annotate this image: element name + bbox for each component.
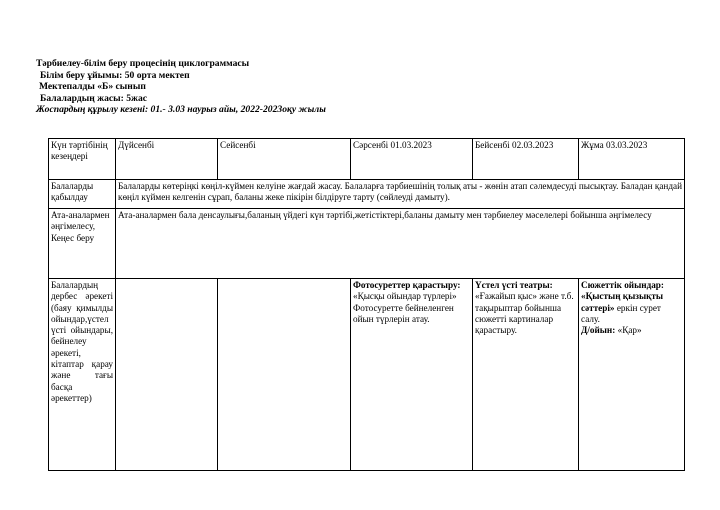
thursday-heading: Үстел үсті театры: bbox=[475, 280, 553, 290]
header-cell-thursday: Бейсенбі 02.03.2023 bbox=[473, 139, 579, 180]
thursday-text: «Ғажайып қыс» және т.б. тақырыптар бойынша сюжетті картиналар қарастыру. bbox=[475, 291, 574, 336]
friday-heading-2: «Қыстың қызықты сәттері» bbox=[581, 291, 664, 313]
table-row bbox=[49, 279, 685, 471]
cell-tuesday bbox=[218, 279, 351, 471]
cell-wednesday bbox=[351, 279, 473, 471]
document-title: Тәрбиелеу-білім беру процесінің циклограммасы bbox=[36, 58, 250, 69]
age-line: Балалардың жасы: 5жас bbox=[40, 92, 148, 104]
wednesday-text: «Қысқы ойындар түрлері» Фотосуретте бейнеленген ойын түрлерін атау. bbox=[353, 291, 457, 324]
header-cell-wednesday: Сәрсенбі 01.03.2023 bbox=[351, 139, 473, 180]
group-line: Мектепалды «Б» сынып bbox=[39, 81, 146, 93]
row-label-arrival: Балаларды қабылдау bbox=[49, 180, 116, 209]
table-row bbox=[49, 209, 685, 279]
cell-friday bbox=[579, 279, 685, 471]
friday-game-label: Д/ойын: bbox=[581, 325, 616, 336]
arrival-text: Балаларды көтеріңкі көңіл-күймен келуіне жағдай жасау. Балаларға тәрбиешінің толық аты - жөнін атап сәлемдесуді пысықтау. Баладан қандай көңіл күймен келгенін сұрап, баланы жеке пікірін білдіруге тарту (сөйлеуді дамыту). bbox=[116, 180, 685, 209]
table-row bbox=[49, 180, 685, 209]
row-label-independent: Балалардың дербес әрекеті (баяу қимылды ойындар,үстел үсті ойындары, бейнелеу әрекеті, кітаптар қарау және тағы басқа әрекеттер) bbox=[49, 279, 116, 471]
parents-text: Ата-аналармен бала денсаулығы,баланың үйдегі күн тәртібі,жетістіктері,баланы дамыту мен тәрбиелеу мәселелері бойынша әңгімелесу bbox=[116, 209, 685, 279]
cyclogram-table bbox=[48, 138, 685, 471]
header-cell-stages: Күн тәртібінің кезеңдері bbox=[49, 139, 116, 180]
cell-monday bbox=[116, 279, 218, 471]
friday-heading: Сюжеттік ойындар: bbox=[581, 280, 664, 290]
friday-game: «Қар» bbox=[617, 325, 642, 336]
header-cell-tuesday: Сейсенбі bbox=[218, 139, 351, 180]
wednesday-heading: Фотосуреттер қарастыру: bbox=[353, 280, 461, 290]
table-header-row bbox=[49, 139, 685, 180]
header-cell-friday: Жұма 03.03.2023 bbox=[579, 139, 685, 180]
header-cell-monday: Дүйсенбі bbox=[116, 139, 218, 180]
document-header bbox=[36, 58, 326, 116]
cell-thursday bbox=[473, 279, 579, 471]
friday-text: еркін сурет салу. bbox=[581, 302, 661, 324]
period-line: Жоспардың құрылу кезені: 01.- 3.03 наурыз айы, 2022-2023оқу жылы bbox=[36, 104, 326, 116]
row-label-parents: Ата-аналармен әңгімелесу, Кеңес беру bbox=[49, 209, 116, 279]
organization-line: Білім беру ұйымы: 50 орта мектеп bbox=[40, 69, 190, 81]
